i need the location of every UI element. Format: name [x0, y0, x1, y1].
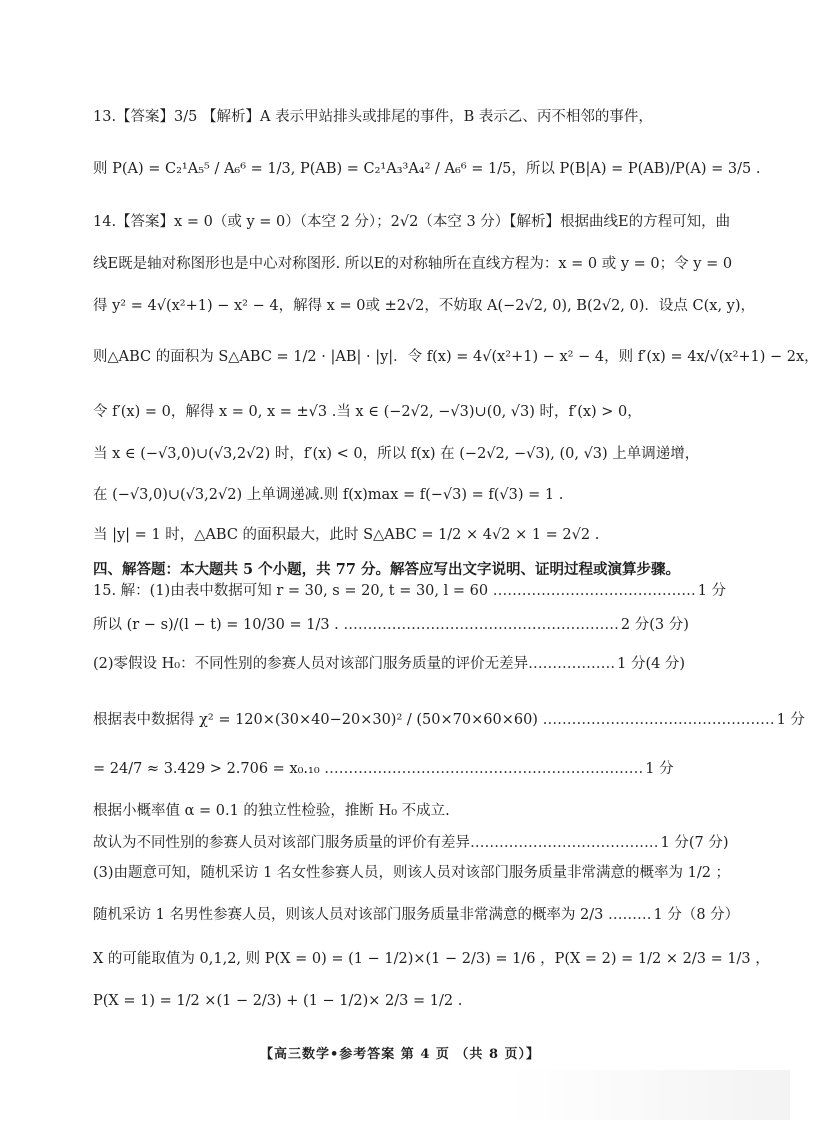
q14-line-7: 在 (−√3,0)∪(√3,2√2) 上单调递减.则 f(x)max = f(−√3) = f(√3) = 1 . [93, 487, 564, 503]
section-4-heading: 四、解答题：本大题共 5 个小题，共 77 分。解答应写出文字说明、证明过程或演算步骤。 [93, 561, 680, 578]
leader-dots: ……………… [528, 656, 616, 672]
score-mark: 1 分 [645, 761, 674, 777]
q13-calc-line: 则 P(A) = C₂¹A₅⁵ / A₆⁶ = 1/3, P(AB) = C₂¹A₃³A₄² / A₆⁶ = 1/5，所以 P(B|A) = P(AB)/P(A) = 3/5 . [93, 161, 761, 177]
q15-line-1: 15. 解：(1)由表中数据可知 r = 30, s = 20, t = 30, l = 60 …………………………………… 1 分 [93, 583, 727, 599]
score-mark: 1 分(7 分) [660, 835, 729, 851]
page-footer: 【高三数学•参考答案 第 4 页 （共 8 页）】 [259, 1047, 541, 1062]
score-mark: 2 分(3 分) [620, 617, 689, 633]
scan-shadow [510, 1070, 790, 1120]
q13-answer-line: 13.【答案】3/5 【解析】A 表示甲站排头或排尾的事件，B 表示乙、丙不相邻的事件， [93, 109, 653, 125]
leader-dots: …………………………………… [492, 583, 696, 599]
q14-line-8: 当 |y| = 1 时，△ABC 的面积最大，此时 S△ABC = 1/2 × 4√2 × 1 = 2√2 . [93, 527, 600, 543]
score-mark: 1 分 [776, 712, 805, 728]
q14-line-6: 当 x ∈ (−√3,0)∪(√3,2√2) 时，f′(x) < 0，所以 f(x) 在 (−2√2, −√3), (0, √3) 上单调递增， [93, 446, 700, 462]
q14-line-2: 线E既是轴对称图形也是中心对称图形. 所以E的对称轴所在直线方程为：x = 0 或 y = 0；令 y = 0 [93, 256, 733, 272]
q15-line-9: 随机采访 1 名男性参赛人员，则该人员对该部门服务质量非常满意的概率为 2/3 ……… 1 分（8 分） [93, 907, 740, 923]
score-mark: 1 分(4 分) [617, 656, 686, 672]
leader-dots: ………………………………………… [542, 712, 775, 728]
q14-line-3: 得 y² = 4√(x²+1) − x² − 4，解得 x = 0或 ±2√2，不妨取 A(−2√2, 0), B(2√2, 0)．设点 C(x, y)， [93, 298, 756, 314]
q15-line-11: P(X = 1) = 1/2 ×(1 − 2/3) + (1 − 1/2)× 2/3 = 1/2 . [93, 993, 463, 1009]
q15-line-5: = 24/7 ≈ 3.429 > 2.706 = x₀.₁₀ ………………………………………………………… 1 分 [93, 761, 674, 777]
q15-line-2: 所以 (r − s)/(l − t) = 10/30 = 1/3 . ………………………………………………… 2 分(3 分) [93, 617, 689, 633]
q14-answer-line: 14.【答案】x = 0（或 y = 0）（本空 2 分）；2√2（本空 3 分）【解析】根据曲线E的方程可知，曲 [93, 214, 731, 230]
leader-dots: ………………………………………………………… [324, 761, 644, 777]
leader-dots: ………………………………………………… [343, 617, 619, 633]
score-mark: 1 分（8 分） [653, 907, 740, 923]
q15-line-6: 根据小概率值 α = 0.1 的独立性检验，推断 H₀ 不成立. [93, 803, 450, 819]
leader-dots: ……… [608, 907, 652, 923]
q15-line-8: (3)由题意可知，随机采访 1 名女性参赛人员，则该人员对该部门服务质量非常满意的概率为 1/2 ； [93, 865, 731, 881]
q15-line-4: 根据表中数据得 χ² = 120×(30×40−20×30)² / (50×70×60×60) ………………………………………… 1 分 [93, 712, 805, 728]
q14-line-4: 则△ABC 的面积为 S△ABC = 1/2 · |AB| · |y|．令 f(x) = 4√(x²+1) − x² − 4，则 f′(x) = 4x/√(x²+1) − 2x， [93, 349, 819, 365]
q14-line-5: 令 f′(x) = 0，解得 x = 0, x = ±√3 .当 x ∈ (−2√2, −√3)∪(0, √3) 时，f′(x) > 0， [93, 404, 642, 420]
leader-dots: ………………………………… [470, 835, 659, 851]
q15-line-7: 故认为不同性别的参赛人员对该部门服务质量的评价有差异………………………………… 1 分(7 分) [93, 835, 729, 851]
q15-line-3: (2)零假设 H₀：不同性别的参赛人员对该部门服务质量的评价无差异……………… 1 分(4 分) [93, 656, 686, 672]
q15-line-10: X 的可能取值为 0,1,2, 则 P(X = 0) = (1 − 1/2)×(1 − 2/3) = 1/6 ，P(X = 2) = 1/2 × 2/3 = 1/3 ， [93, 951, 770, 967]
score-mark: 1 分 [697, 583, 727, 599]
